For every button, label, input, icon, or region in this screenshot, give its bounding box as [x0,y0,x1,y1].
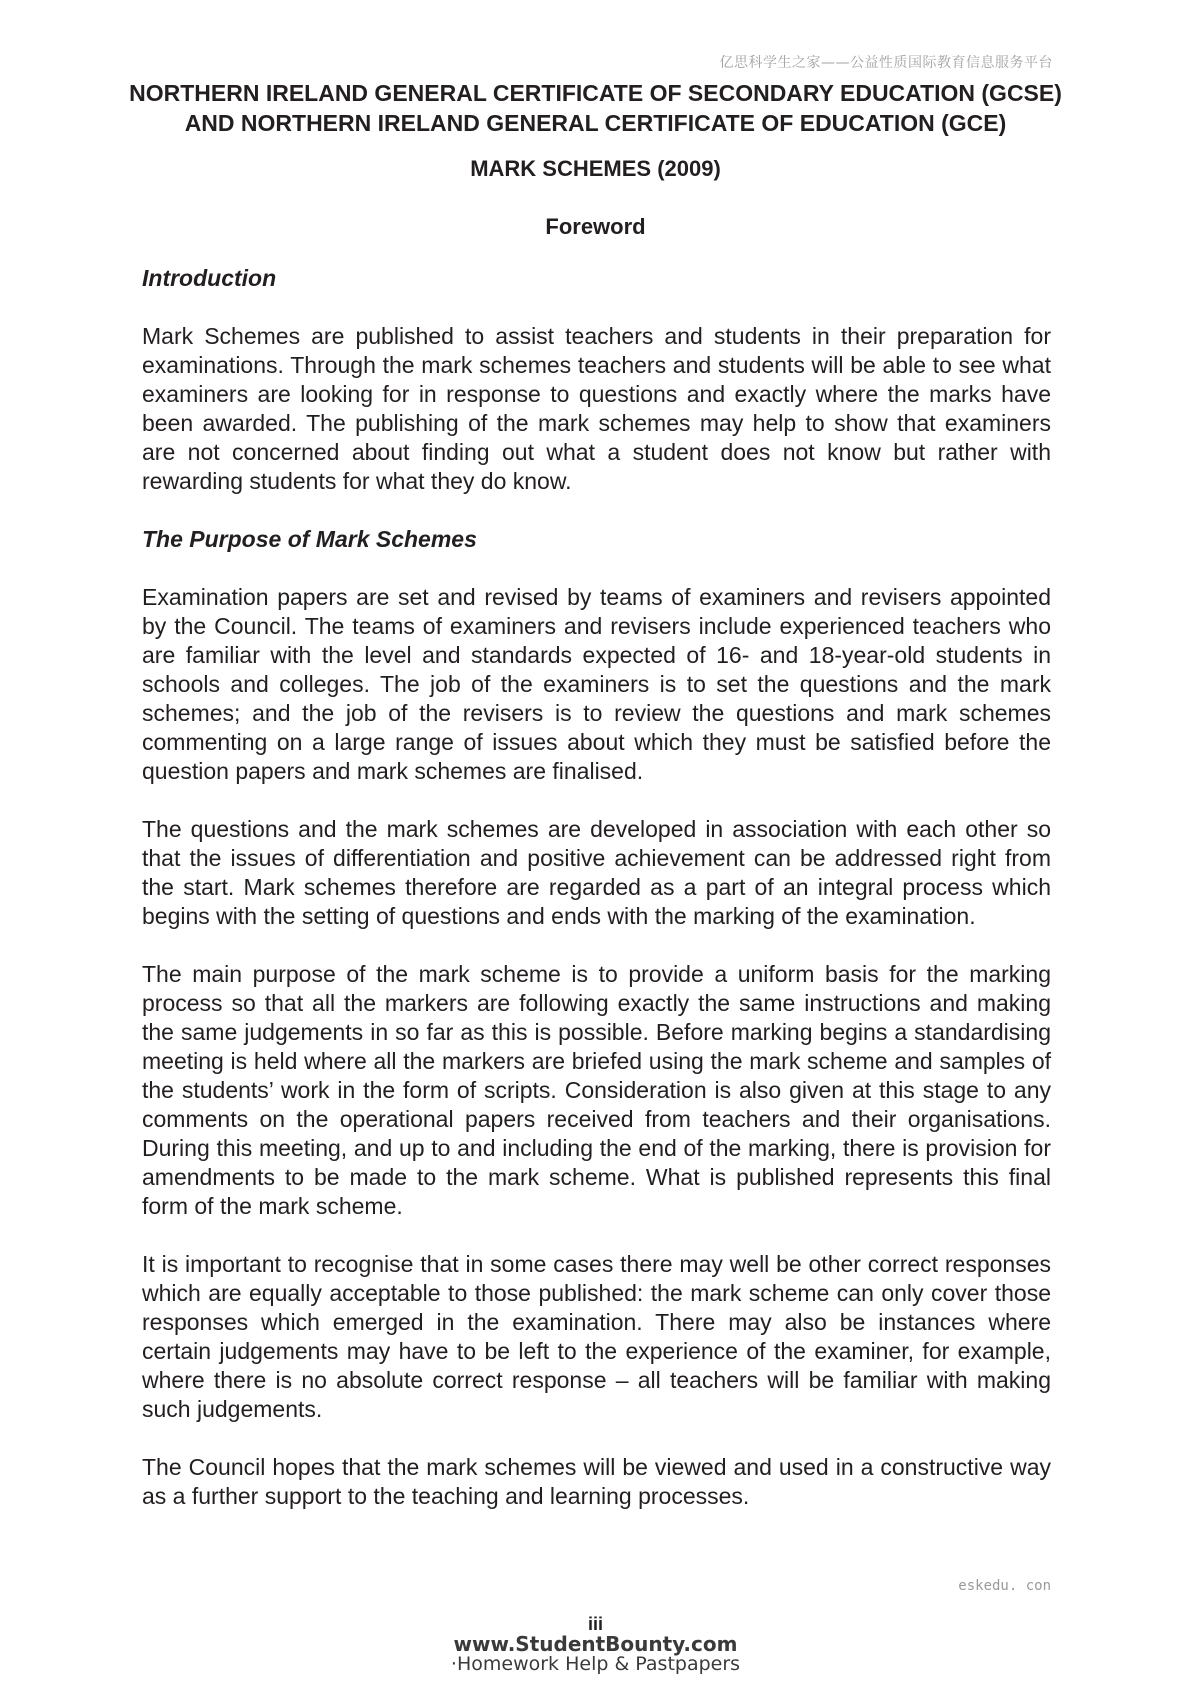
mark-schemes-title: MARK SCHEMES (2009) [470,156,721,181]
header-line-1: NORTHERN IRELAND GENERAL CERTIFICATE OF SECONDARY EDUCATION (GCSE) [129,80,1062,106]
document-header [0,78,1191,138]
top-watermark: 亿思科学生之家——公益性质国际教育信息服务平台 [719,55,1053,71]
introduction-paragraph: Mark Schemes are published to assist teachers and students in their preparation for examinations. Through the mark schemes teachers and students will be able to see what examiners are looking for in response to questions and exactly where the marks have been awarded. The publishing of the mark schemes may help to show that examiners are not concerned about finding out what a student does not know but rather with rewarding students for what they do know. [142,323,1051,494]
document-body [142,264,1051,1540]
purpose-paragraph-2: The questions and the mark schemes are developed in association with each other so that the issues of differentiation and positive achievement can be addressed right from the start. Mark schemes therefore are regarded as a part of an integral process which begins with the setting of questions and ends with the marking of the examination. [142,816,1051,929]
purpose-paragraph-4: It is important to recognise that in some cases there may well be other correct responses which are equally acceptable to those published: the mark scheme can only cover those responses which emerged in the examination. There may also be instances where certain judgements may have to be left to the experience of the examiner, for example, where there is no absolute correct response – all teachers will be familiar with making such judgements. [142,1251,1051,1422]
purpose-paragraph-5: The Council hopes that the mark schemes will be viewed and used in a constructive way as a further support to the teaching and learning processes. [142,1454,1051,1509]
introduction-heading: Introduction [142,265,277,291]
purpose-paragraph-3: The main purpose of the mark scheme is to provide a uniform basis for the marking process so that all the markers are following exactly the same instructions and making the same judgements in so far as this is possible. Before marking begins a standardising meeting is held where all the markers are briefed using the mark scheme and samples of the students’ work in the form of scripts. Consideration is also given at this stage to any comments on the operational papers received from teachers and their organisations. During this meeting, and up to and including the end of the marking, there is provision for amendments to be made to the mark scheme. What is published represents this final form of the mark scheme. [142,961,1051,1219]
header-line-2: AND NORTHERN IRELAND GENERAL CERTIFICATE OF EDUCATION (GCE) [184,110,1007,136]
page-number: iii [587,1614,603,1634]
foreword-title: Foreword [545,214,646,239]
purpose-heading: The Purpose of Mark Schemes [142,526,477,552]
studentbounty-logo [0,1634,1191,1674]
footer-url: www.StudentBounty.com [453,1632,738,1656]
bottom-watermark: eskedu. con [958,1578,1051,1594]
purpose-paragraph-1: Examination papers are set and revised by teams of examiners and revisers appointed by the Council. The teams of examiners and revisers include experienced teachers who are familiar with the level and standards expected of 16- and 18-year-old students in schools and colleges. The job of the examiners is to set the questions and the mark schemes; and the job of the revisers is to review the questions and mark schemes commenting on a large range of issues about which they must be satisfied before the question papers and mark schemes are finalised. [142,584,1051,784]
footer-tagline: ·Homework Help & Pastpapers [450,1653,741,1675]
